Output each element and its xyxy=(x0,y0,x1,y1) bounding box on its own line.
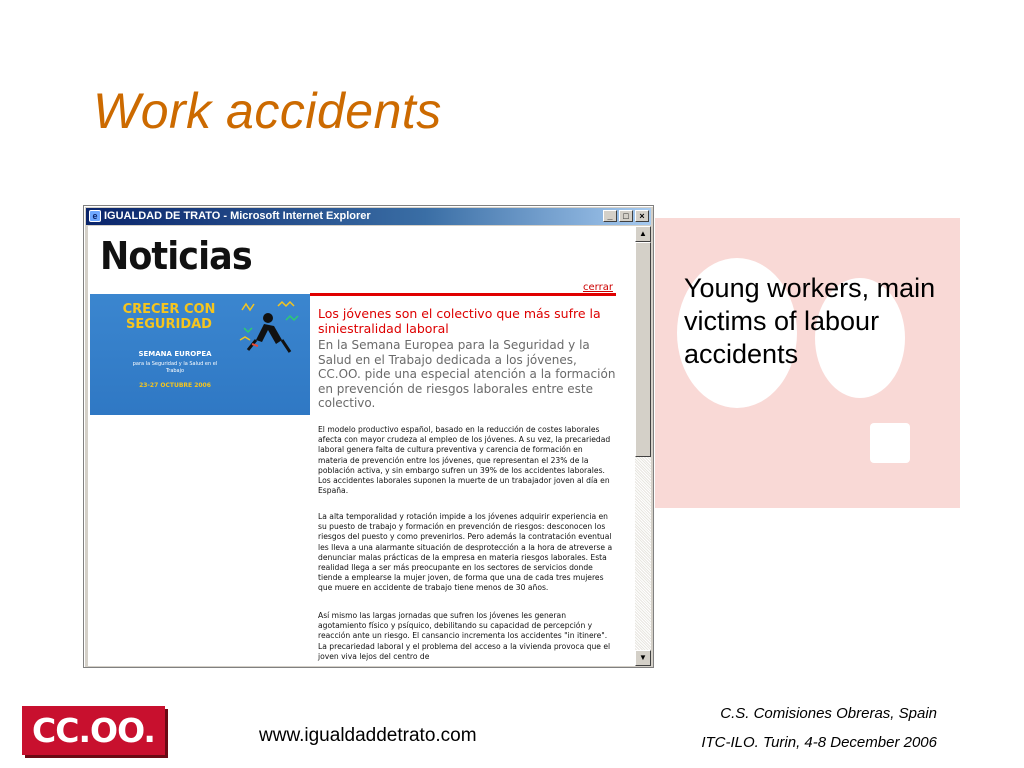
headline-divider xyxy=(310,293,616,296)
banner-subtitle-small: para la Seguridad y la Salud en el Trabajo xyxy=(132,361,218,374)
page-heading: Noticias xyxy=(100,234,252,278)
scroll-down-icon[interactable]: ▼ xyxy=(635,650,651,666)
close-link[interactable]: cerrar xyxy=(583,282,613,293)
window-titlebar[interactable] xyxy=(86,208,651,225)
article-paragraph: Así mismo las largas jornadas que sufren los jóvenes les generan agotamiento físico y psíquico, debilitando su capacidad de percepción y reacción ante un riesgo. El cansancio incrementa los accidentes "in itinere". La precariedad laboral y el problema del acceso a la vivienda provoca que el joven viva lejos del centro de xyxy=(318,611,611,661)
maximize-icon[interactable]: □ xyxy=(619,210,633,222)
article-paragraph: La alta temporalidad y rotación impide a los jóvenes adquirir experiencia en su puesto de trabajo y formación en prevención de riesgos: desconocen los riesgos del puesto y como prevenirlos. Pero además la contratación eventual les lleva a una alarmante situación de desprotección a la hora de atreverse a denunciar malas prácticas de la empresa en materia riesgos laborales. Esta realidad llega a ser más preocupante en los sectores de servicios donde tiende a emplearse la mujer joven, de forma que una de cada tres mujeres que muere en accidente de trabajo tiene menos de 30 años. xyxy=(318,512,613,593)
slide-title: Work accidents xyxy=(93,83,442,139)
campaign-banner[interactable] xyxy=(90,294,310,415)
logo-text: CC.OO. xyxy=(32,711,155,750)
internet-explorer-icon: e xyxy=(89,210,101,222)
article-headline: Los jóvenes son el colectivo que más sufre la siniestralidad laboral xyxy=(318,306,601,336)
vertical-scrollbar[interactable] xyxy=(635,226,651,666)
credit-organization: C.S. Comisiones Obreras, Spain xyxy=(720,705,937,722)
banner-subtitle: SEMANA EUROPEA xyxy=(138,350,212,358)
ccoo-logo xyxy=(22,706,165,755)
banner-dates: 23-27 OCTUBRE 2006 xyxy=(139,382,211,389)
worker-figure-icon xyxy=(238,300,300,360)
window-title: IGUALDAD DE TRATO - Microsoft Internet Explorer xyxy=(104,210,371,222)
scroll-up-icon[interactable]: ▲ xyxy=(635,226,651,242)
credit-event: ITC-ILO. Turin, 4-8 December 2006 xyxy=(701,734,937,751)
browser-window xyxy=(83,205,654,668)
close-icon[interactable]: × xyxy=(635,210,649,222)
slide-caption: Young workers, main victims of labour accidents xyxy=(684,273,936,369)
article-lead: En la Semana Europea para la Seguridad y la Salud en el Trabajo dedicada a los jóvenes, CC.OO. pide una especial atención a la formación en prevención de riesgos laborales entre este colectivo. xyxy=(318,338,616,410)
page-viewport xyxy=(88,226,635,666)
website-url: www.igualdaddetrato.com xyxy=(259,725,477,746)
banner-title: CRECER CON SEGURIDAD xyxy=(122,302,216,332)
scrollbar-thumb[interactable] xyxy=(635,242,651,457)
minimize-icon[interactable]: _ xyxy=(603,210,617,222)
article-paragraph: El modelo productivo español, basado en la reducción de costes laborales afecta con mayor crudeza al empleo de los jóvenes. A su vez, la precariedad laboral genera falta de cultura preventiva y carencia de formación en materia de prevención entre los jóvenes, que representan el 23% de la población activa, y sin embargo sufren un 39% de los accidentes laborales. Los accidentes laborales suponen la muerte de un trabajador joven al día en España. xyxy=(318,425,611,496)
